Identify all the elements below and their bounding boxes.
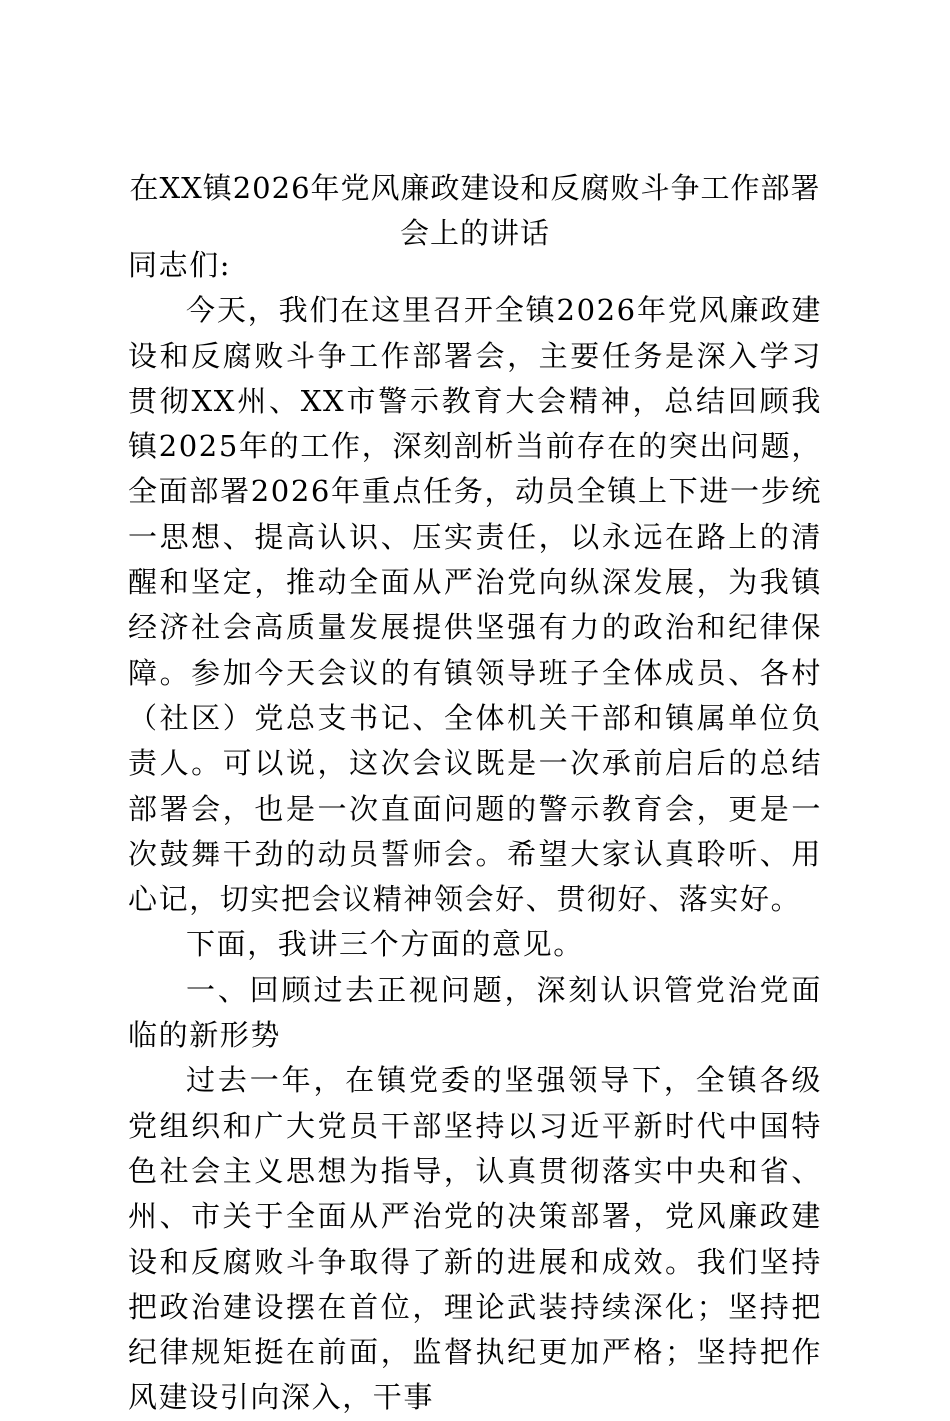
document-title: 在XX镇2026年党风廉政建设和反腐败斗争工作部署会上的讲话 — [129, 171, 821, 250]
paragraph-opening: 今天，我们在这里召开全镇2026年党风廉政建设和反腐败斗争工作部署会，主要任务是深入学习贯彻XX州、XX市警示教育大会精神，总结回顾我镇2025年的工作，深刻剖析当前存在的突出问题，全面部署2026年重点任务，动员全镇上下进一步统一思想、提高认识、压实责任，以永远在路上的清醒和坚定，推动全面从严治党向纵深发展，为我镇经济社会高质量发展提供坚强有力的政治和纪律保障。参加今天会议的有镇领导班子全体成员、各村（社区）党总支书记、全体机关干部和镇属单位负责人。可以说，这次会议既是一次承前启后的总结部署会，也是一次直面问题的警示教育会，更是一次鼓舞干劲的动员誓师会。希望大家认真聆听、用心记，切实把会议精神领会好、贯彻好、落实好。 — [128, 293, 822, 917]
document-body — [128, 243, 822, 1421]
paragraph-outline: 下面，我讲三个方面的意见。 — [186, 927, 584, 962]
paragraph-review: 过去一年，在镇党委的坚强领导下，全镇各级党组织和广大党员干部坚持以习近平新时代中国特色社会主义思想为指导，认真贯彻落实中央和省、州、市关于全面从严治党的决策部署，党风廉政建设和反腐败斗争取得了新的进展和成效。我们坚持把政治建设摆在首位，理论武装持续深化；坚持把纪律规矩挺在前面，监督执纪更加严格；坚持把作风建设引向深入，干事 — [128, 1063, 822, 1415]
salutation: 同志们: — [128, 248, 232, 282]
section-heading-one: 一、回顾过去正视问题，深刻认识管党治党面临的新形势 — [128, 972, 822, 1053]
